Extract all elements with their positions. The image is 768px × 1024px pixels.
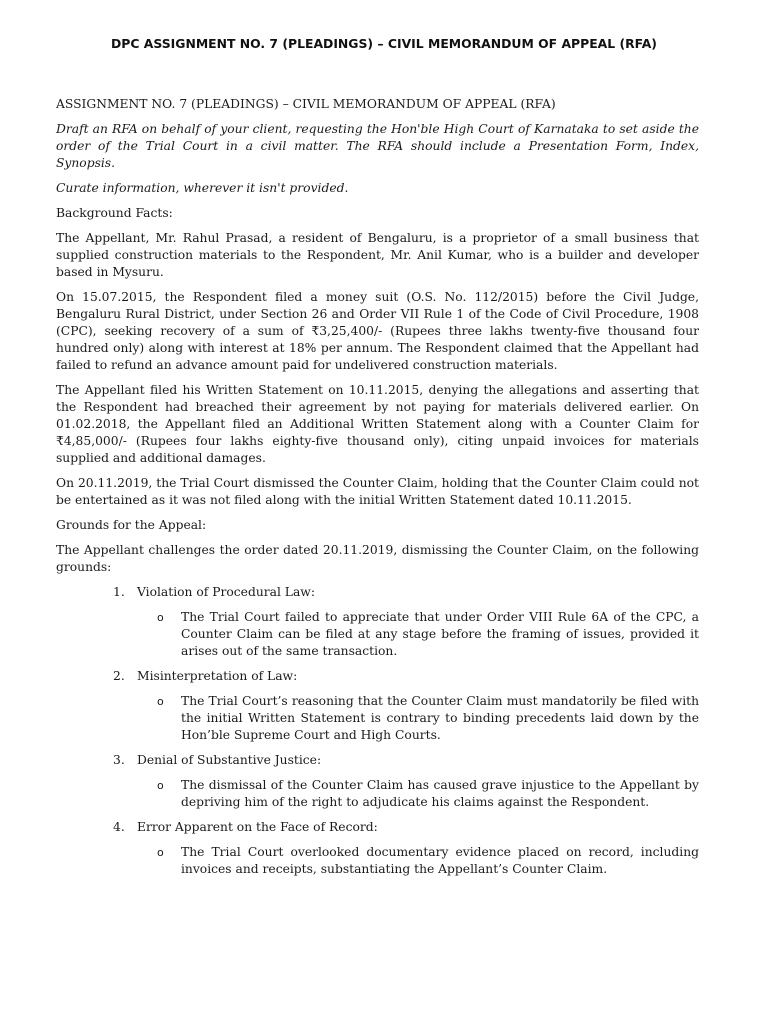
ground-detail: The Trial Court failed to appreciate that under Order VIII Rule 6A of the CPC, a Counter Claim can be filed at any stage before the framing of issues, provided it arises out of the same transaction. (181, 610, 699, 658)
background-heading: Background Facts: (56, 206, 173, 220)
bullet-icon: o (157, 846, 164, 859)
grounds-intro: The Appellant challenges the order dated 20.11.2019, dismissing the Counter Claim, on the following grounds: (56, 543, 699, 574)
ground-detail: The dismissal of the Counter Claim has caused grave injustice to the Appellant by depriving him of the right to adjudicate his claims against the Respondent. (181, 778, 699, 809)
background-paragraph: The Appellant filed his Written Statement on 10.11.2015, denying the allegations and asserting that the Respondent had breached their agreement by not paying for materials delivered earlier. On 01.02.2018, the Appellant filed an Additional Written Statement along with a Counter Claim for ₹4,85,000/- (Rupees four lakhs eighty-five thousand only), citing unpaid invoices for materials supplied and additional damages. (56, 383, 699, 465)
assignment-heading: ASSIGNMENT NO. 7 (PLEADINGS) – CIVIL MEMORANDUM OF APPEAL (RFA) (56, 97, 556, 111)
bullet-icon: o (157, 779, 164, 792)
ground-detail: The Trial Court overlooked documentary evidence placed on record, including invoices and receipts, substantiating the Appellant’s Counter Claim. (181, 845, 699, 876)
background-paragraph: The Appellant, Mr. Rahul Prasad, a resident of Bengaluru, is a proprietor of a small business that supplied construction materials to the Respondent, Mr. Anil Kumar, who is a builder and developer based in Mysuru. (56, 231, 699, 279)
ground-number: 3. (113, 753, 125, 767)
ground-title: Error Apparent on the Face of Record: (137, 820, 378, 834)
ground-number: 2. (113, 669, 125, 683)
ground-item (56, 819, 699, 878)
background-paragraph: On 15.07.2015, the Respondent filed a money suit (O.S. No. 112/2015) before the Civil Judge, Bengaluru Rural District, under Section 26 and Order VII Rule 1 of the Code of Civil Procedure, 1908 (CPC), seeking recovery of a sum of ₹3,25,400/- (Rupees three lakhs twenty-five thousand four hundred only) along with interest at 18% per annum. The Respondent claimed that the Appellant had failed to refund an advance amount paid for undelivered construction materials. (56, 290, 699, 372)
ground-item (56, 668, 699, 744)
ground-detail: The Trial Court’s reasoning that the Counter Claim must mandatorily be filed with the initial Written Statement is contrary to binding precedents laid down by the Hon’ble Supreme Court and High Courts. (181, 694, 699, 742)
document-body (56, 96, 699, 886)
page-header: DPC ASSIGNMENT NO. 7 (PLEADINGS) – CIVIL MEMORANDUM OF APPEAL (RFA) (111, 36, 657, 51)
grounds-heading: Grounds for the Appeal: (56, 518, 207, 532)
ground-number: 1. (113, 585, 125, 599)
bullet-icon: o (157, 695, 164, 708)
bullet-icon: o (157, 611, 164, 624)
ground-title: Denial of Substantive Justice: (137, 753, 322, 767)
ground-item (56, 584, 699, 660)
ground-title: Misinterpretation of Law: (137, 669, 298, 683)
instruction-text: Draft an RFA on behalf of your client, requesting the Hon'ble High Court of Karnataka to set aside the order of the Trial Court in a civil matter. The RFA should include a Presentation Form, Index, Synopsis. (56, 122, 699, 170)
curation-note: Curate information, wherever it isn't provided. (56, 181, 349, 195)
ground-number: 4. (113, 820, 125, 834)
grounds-list (56, 584, 699, 878)
background-paragraph: On 20.11.2019, the Trial Court dismissed the Counter Claim, holding that the Counter Claim could not be entertained as it was not filed along with the initial Written Statement dated 10.11.2015. (56, 476, 699, 507)
ground-title: Violation of Procedural Law: (137, 585, 315, 599)
ground-item (56, 752, 699, 811)
